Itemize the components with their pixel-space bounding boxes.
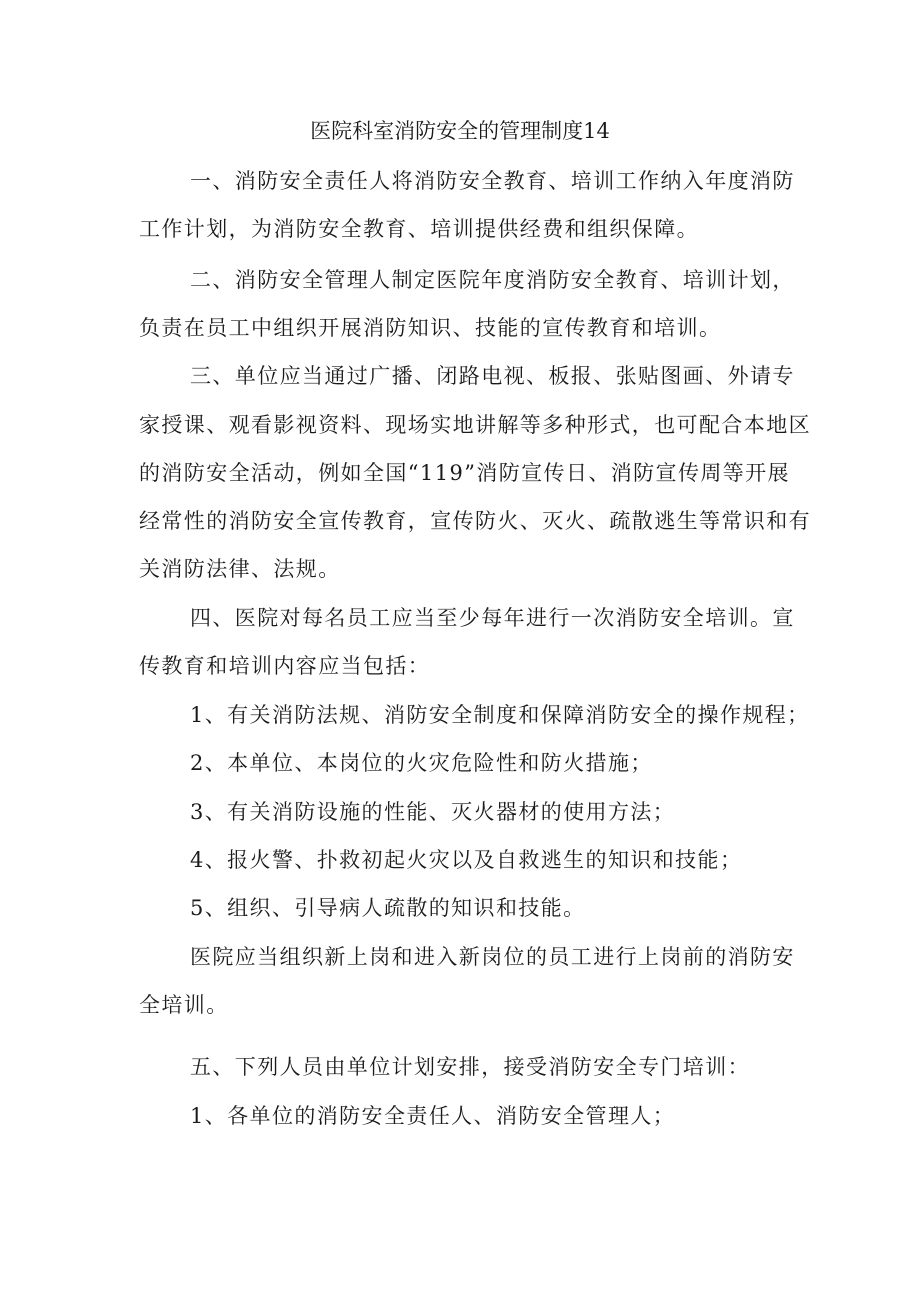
text-line: 传教育和培训内容应当包括： [139, 654, 431, 678]
list-item: 1、各单位的消防安全责任人、消防安全管理人； [190, 1104, 676, 1128]
text-line: 负责在员工中组织开展消防知识、技能的宣传教育和培训。 [139, 316, 722, 340]
text-line: 二、消防安全管理人制定医院年度消防安全教育、培训计划， [190, 268, 795, 292]
list-item: 2、本单位、本岗位的火灾危险性和防火措施； [190, 751, 653, 775]
text-line: 三、单位应当通过广播、闭路电视、板报、张贴图画、外请专 [190, 364, 795, 388]
text-line: 五、下列人员由单位计划安排，接受消防安全专门培训： [190, 1055, 750, 1079]
text-line: 经常性的消防安全宣传教育，宣传防火、灭火、疏散逃生等常识和有 [139, 509, 811, 533]
list-item: 5、组织、引导病人疏散的知识和技能。 [190, 896, 586, 920]
list-item: 4、报火警、扑救初起火灾以及自救逃生的知识和技能； [190, 848, 743, 872]
text-line: 工作计划，为消防安全教育、培训提供经费和组织保障。 [139, 217, 699, 241]
text-line: 一、消防安全责任人将消防安全教育、培训工作纳入年度消防 [190, 169, 795, 193]
list-item: 1、有关消防法规、消防安全制度和保障消防安全的操作规程； [190, 703, 810, 727]
document-title: 医院科室消防安全的管理制度14 [310, 119, 610, 143]
text-line: 家授课、观看影视资料、现场实地讲解等多种形式，也可配合本地区 [139, 413, 811, 437]
text-line: 关消防法律、法规。 [139, 557, 341, 581]
text-line: 医院应当组织新上岗和进入新岗位的员工进行上岗前的消防安 [190, 945, 795, 969]
list-item: 3、有关消防设施的性能、灭火器材的使用方法； [190, 800, 676, 824]
text-line: 四、医院对每名员工应当至少每年进行一次消防安全培训。宣 [190, 606, 795, 630]
text-line: 全培训。 [139, 993, 229, 1017]
text-line: 的消防安全活动，例如全国“119”消防宣传日、消防宣传周等开展 [139, 461, 790, 485]
